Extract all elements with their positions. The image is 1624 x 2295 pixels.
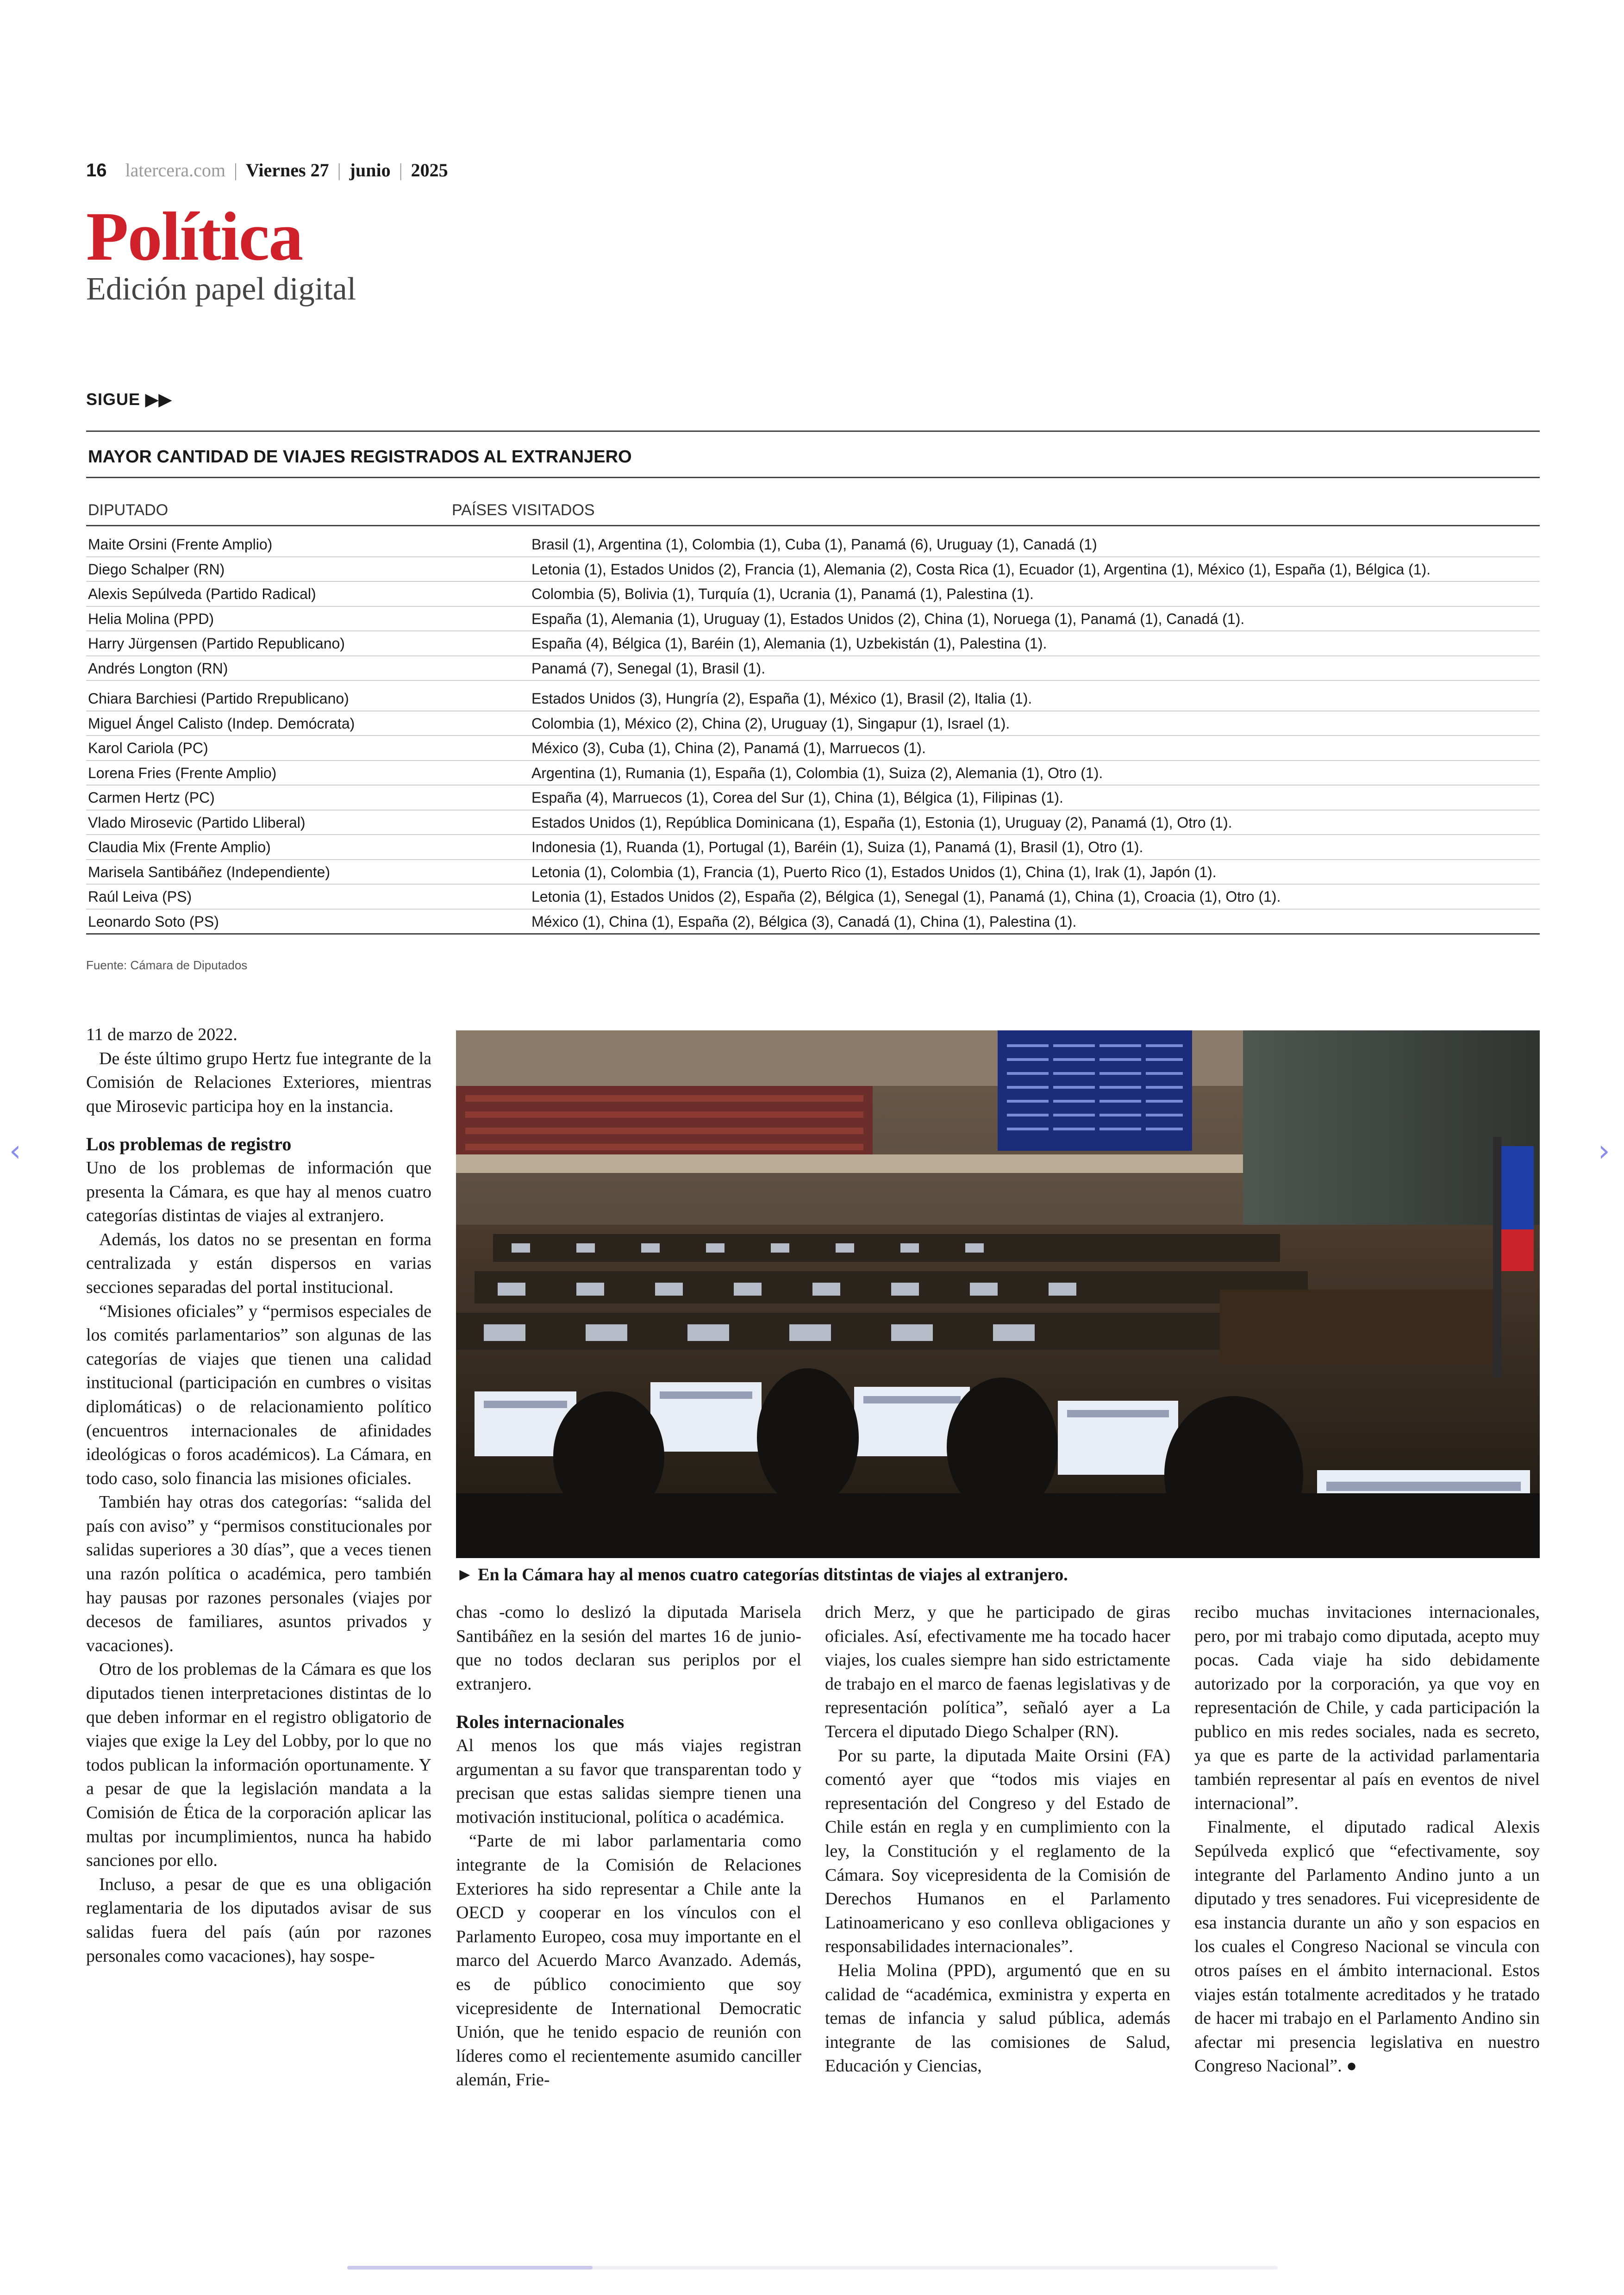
paragraph: También hay otras dos categorías: “salida del país con aviso” y “permisos constitucionales por salidas superiores a 30 días”, que a veces tienen una razón política o académica, pero también hay pausas por razones personales (viajes por decesos de familiares, asuntos privados y vacaciones). [86,1492,431,1655]
table-source: Fuente: Cámara de Diputados [86,958,248,972]
cell-diputado: Carmen Hertz (PC) [88,789,215,806]
paragraph: recibo muchas invitaciones internacionales, pero, por mi trabajo como diputada, acepto muy pocas. Cada viaje ha sido debidamente autorizado por la corporación, ya que voy en representación de Chile, y cada participación la publico en mis redes sociales, nada es secreto, ya que es parte de la actividad parlamentaria también representar al país en eventos de nivel internacional”. [1194,1603,1540,1813]
cell-diputado: Alexis Sepúlveda (Partido Radical) [88,586,316,602]
paragraph: chas -como lo deslizó la diputada Marisela Santibáñez en la sesión del martes 16 de junio- que no todos declaran sus periplos por el extranjero. [456,1603,801,1694]
article-column-2 [456,1601,801,2092]
cell-paises: Brasil (1), Argentina (1), Colombia (1), Cuba (1), Panamá (6), Uruguay (1), Canadá (1) [531,536,1097,553]
paragraph: 11 de marzo de 2022. [86,1025,237,1044]
paragraph: Uno de los problemas de información que presenta la Cámara, es que hay al menos cuatro categorías distintas de viajes al extranjero. [86,1158,431,1226]
table-row [86,910,1540,935]
cell-paises: España (4), Bélgica (1), Baréin (1), Alemania (1), Uzbekistán (1), Palestina (1). [531,635,1047,652]
cell-paises: Indonesia (1), Ruanda (1), Portugal (1), Baréin (1), Suiza (1), Panamá (1), Brasil (1), Otro (1). [531,839,1143,855]
table-header-rule [86,525,1540,526]
table-row [86,811,1540,836]
cell-diputado: Raúl Leiva (PS) [88,888,192,905]
table-title-rule [86,477,1540,478]
table-row [86,607,1540,632]
table-row [86,860,1540,885]
paragraph: “Parte de mi labor parlamentaria como integrante de la Comisión de Relaciones Exteriores ha sido representar a Chile ante la OECD y cooperar en los vínculos con el Parlamento Europeo, cosa muy importante en el marco del Acuerdo Marco Avanzado. Además, es de público conocimiento que soy vicepresidente de International Democratic Unión, que he tenido espacio de reunión con líderes como el recientemente asumido canciller alemán, Frie- [456,1831,801,2090]
table-row [86,835,1540,860]
cell-diputado: Miguel Ángel Calisto (Indep. Demócrata) [88,715,355,732]
subheading: Roles internacionales [456,1711,625,1733]
cell-paises: Estados Unidos (1), República Dominicana (1), España (1), Estonia (1), Uruguay (2), Panamá (1), Otro (1). [531,814,1232,831]
paragraph: De éste último grupo Hertz fue integrante de la Comisión de Relaciones Exteriores, mientras que Mirosevic participa hoy en la instancia. [86,1048,431,1116]
site-name: latercera.com [125,160,226,181]
table-row [86,686,1540,711]
table-title: MAYOR CANTIDAD DE VIAJES REGISTRADOS AL EXTRANJERO [88,447,632,467]
cell-diputado: Marisela Santibáñez (Independiente) [88,863,330,880]
cell-paises: Colombia (1), México (2), China (2), Uruguay (1), Singapur (1), Israel (1). [531,715,1010,732]
table-row [86,582,1540,607]
cell-diputado: Leonardo Soto (PS) [88,913,219,930]
cell-diputado: Lorena Fries (Frente Amplio) [88,764,277,781]
table-row [86,736,1540,761]
page-number: 16 [86,160,107,181]
paragraph: Por su parte, la diputada Maite Orsini (FA) comentó ayer que “todos mis viajes en representación del Congreso y del Estado de Chile están en regla y en cumplimiento con la ley, la Constitución y el reglamento de la Cámara. Soy vicepresidenta de la Comisión de Derechos Humanos en el Parlamento Latinoamericano y eso conlleva obligaciones y responsabilidades internacionales”. [825,1746,1170,1957]
article-column-4 [1194,1601,1540,2078]
article-column-3 [825,1601,1170,2078]
section-subtitle: Edición papel digital [86,271,356,307]
cell-diputado: Diego Schalper (RN) [88,561,225,578]
date-year: 2025 [411,160,448,181]
cell-diputado: Maite Orsini (Frente Amplio) [88,536,273,553]
cell-paises: Letonia (1), Estados Unidos (2), España (2), Bélgica (1), Senegal (1), Panamá (1), China (1), Croacia (1), Otro (1). [531,888,1281,905]
table-row [86,532,1540,557]
table-row [86,885,1540,910]
paragraph: drich Merz, y que he participado de giras oficiales. Así, efectivamente me ha tocado hacer viajes, los cuales siempre han sido estrictamente de trabajo en el marco de faenas legislativas y de representación política”, señaló ayer a La Tercera el diputado Diego Schalper (RN). [825,1603,1170,1741]
table-row [86,761,1540,786]
date-day: Viernes 27 [246,160,329,181]
cell-diputado: Andrés Longton (RN) [88,660,228,677]
table-header-diputado: DIPUTADO [88,501,169,519]
paragraph: Helia Molina (PPD), argumentó que en su calidad de “académica, exministra y experta en temas de infancia y salud pública, además integrante de las comisiones de Salud, Educación y Ciencias, [825,1960,1170,2076]
cell-paises: Argentina (1), Rumania (1), España (1), Colombia (1), Suiza (2), Alemania (1), Otro (1). [531,764,1103,781]
cell-diputado: Vlado Mirosevic (Partido Lliberal) [88,814,306,831]
scroll-thumb[interactable] [347,2266,593,2270]
cell-paises: España (4), Marruecos (1), Corea del Sur (1), China (1), Bélgica (1), Filipinas (1). [531,789,1063,806]
sigue-label: SIGUE ▶▶ [86,390,172,409]
subheading: Los problemas de registro [86,1134,292,1155]
cell-paises: Estados Unidos (3), Hungría (2), España (1), México (1), Brasil (2), Italia (1). [531,690,1032,707]
photo-caption: ► En la Cámara hay al menos cuatro categorías ditstintas de viajes al extranjero. [456,1565,1068,1584]
cell-paises: Letonia (1), Colombia (1), Francia (1), Puerto Rico (1), Estados Unidos (1), China (1), Irak (1), Japón (1). [531,863,1217,880]
paragraph: “Misiones oficiales” y “permisos especiales de los comités parlamentarios” son algunas de las categorías de viajes que tienen una calidad institucional (participación en cumbres o visitas diplomáticas) o de relacionamiento político (encuentros internacionales de afinidades ideológicas o foros académicos). La Cámara, en todo caso, solo financia las misiones oficiales. [86,1301,431,1488]
paragraph: Además, los datos no se presentan en forma centralizada y están dispersos en varias secciones separadas del portal institucional. [86,1229,431,1297]
chevron-left-icon[interactable]: ‹ [9,1134,21,1168]
table-row [86,656,1540,681]
paragraph: Incluso, a pesar de que es una obligación reglamentaria de los diputados avisar de sus salidas fuera del país (aún por razones personales como vacaciones), hay sospe- [86,1874,431,1966]
cell-diputado: Harry Jürgensen (Partido Republicano) [88,635,345,652]
cell-diputado: Chiara Barchiesi (Partido Rrepublicano) [88,690,349,707]
table-row [86,711,1540,736]
cell-diputado: Helia Molina (PPD) [88,610,214,627]
cell-paises: Letonia (1), Estados Unidos (2), Francia (1), Alemania (2), Costa Rica (1), Ecuador (1), Argentina (1), México (1), España (1), Bélgica (1). [531,561,1431,578]
chamber-photo [456,1030,1540,1558]
chevron-right-icon[interactable]: › [1598,1134,1610,1168]
table-row [86,786,1540,811]
table-row [86,557,1540,582]
date-month: junio [349,160,391,181]
table-row [86,631,1540,656]
cell-diputado: Claudia Mix (Frente Amplio) [88,839,271,855]
page-header: 16 latercera.com | Viernes 27 | junio | 2025 [86,160,448,181]
article-column-1 [86,1023,431,1968]
paragraph: Al menos los que más viajes registran argumentan a su favor que transparentan todo y precisan que estas salidas siempre tienen una motivación institucional, política o académica. [456,1735,801,1827]
cell-paises: España (1), Alemania (1), Uruguay (1), Estados Unidos (2), China (1), Noruega (1), Panamá (1), Canadá (1). [531,610,1245,627]
paragraph: Finalmente, el diputado radical Alexis Sepúlveda explicó que “efectivamente, soy integrante del Parlamento Andino junto a un diputado y tres senadores. Fui vicepresidente de esa instancia durante un año y son espacios en los cuales el Congreso Nacional se vincula con otros países en el ámbito internacional. Estos viajes están totalmente acreditados y he tratado de hacer mi trabajo en el Parlamento Andino sin afectar mi presencia legislativa en nuestro Congreso Nacional”. ● [1194,1817,1540,2076]
cell-paises: México (3), Cuba (1), China (2), Panamá (1), Marruecos (1). [531,740,926,756]
table-header-paises: PAÍSES VISITADOS [452,501,595,519]
paragraph: Otro de los problemas de la Cámara es que los diputados tienen interpretaciones distintas de lo que deben informar en el registro obligatorio de viajes que exige la Ley del Lobby, por lo que no todos publican la información oportunamente. Y a pesar de que la legislación mandata a la Comisión de Ética de la corporación aplicar las multas por incumplimientos, nunca ha habido sanciones por ello. [86,1659,431,1871]
cell-paises: Colombia (5), Bolivia (1), Turquía (1), Ucrania (1), Panamá (1), Palestina (1). [531,586,1034,602]
cell-paises: Panamá (7), Senegal (1), Brasil (1). [531,660,766,677]
travel-table [86,532,1540,935]
section-title: Política [86,198,303,275]
cell-paises: México (1), China (1), España (2), Bélgica (3), Canadá (1), China (1), Palestina (1). [531,913,1077,930]
table-top-rule [86,430,1540,432]
cell-diputado: Karol Cariola (PC) [88,740,208,756]
